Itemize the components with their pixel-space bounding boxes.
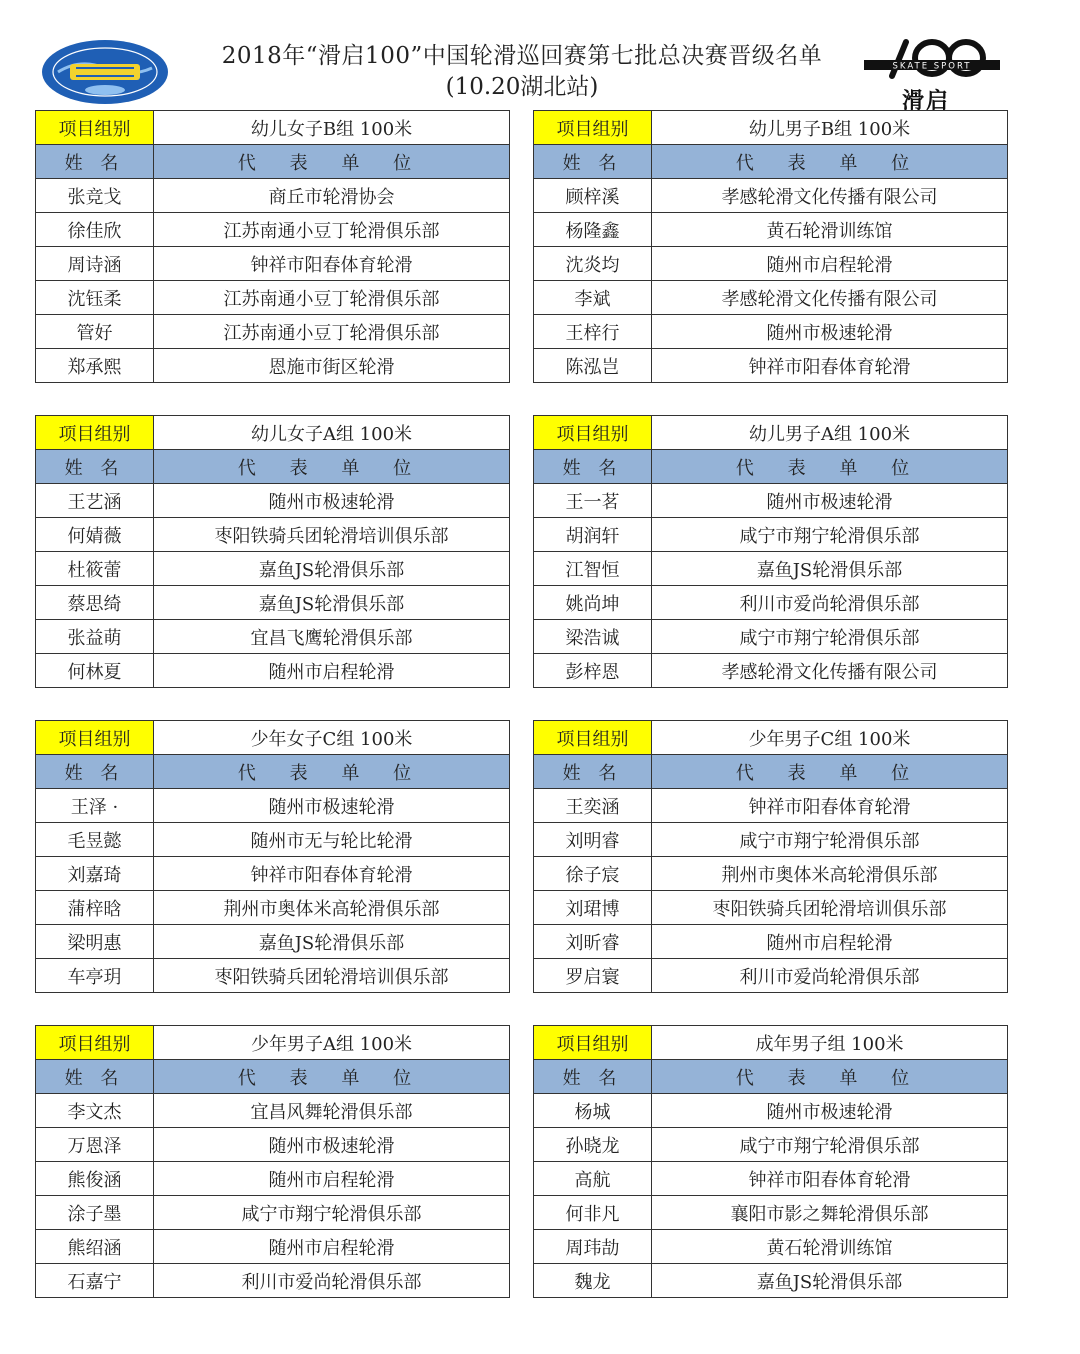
athlete-unit: 孝感轮滑文化传播有限公司 bbox=[652, 654, 1008, 688]
table-row bbox=[36, 1162, 510, 1196]
athlete-unit: 随州市极速轮滑 bbox=[154, 484, 510, 518]
athlete-name: 王泽 · bbox=[36, 789, 154, 823]
table-row bbox=[534, 586, 1008, 620]
column-header-row bbox=[36, 450, 510, 484]
name-column-header: 姓 名 bbox=[534, 1060, 652, 1094]
athlete-name: 郑承熙 bbox=[36, 349, 154, 383]
athlete-unit: 咸宁市翔宁轮滑俱乐部 bbox=[154, 1196, 510, 1230]
athlete-unit: 利川市爱尚轮滑俱乐部 bbox=[652, 586, 1008, 620]
group-title: 幼儿女子B组 100米 bbox=[154, 111, 510, 145]
title-subtitle: (10.20湖北站) bbox=[445, 74, 599, 100]
unit-column-header: 代 表 单 位 bbox=[652, 145, 1008, 179]
athlete-name: 李文杰 bbox=[36, 1094, 154, 1128]
athlete-unit: 襄阳市影之舞轮滑俱乐部 bbox=[652, 1196, 1008, 1230]
result-table bbox=[533, 720, 1008, 993]
table-row bbox=[36, 349, 510, 383]
group-label: 项目组别 bbox=[36, 721, 154, 755]
athlete-name: 梁明惠 bbox=[36, 925, 154, 959]
athlete-name: 万恩泽 bbox=[36, 1128, 154, 1162]
athlete-name: 熊绍涵 bbox=[36, 1230, 154, 1264]
athlete-unit: 咸宁市翔宁轮滑俱乐部 bbox=[652, 518, 1008, 552]
table-row bbox=[534, 857, 1008, 891]
result-table bbox=[35, 720, 510, 993]
athlete-name: 李斌 bbox=[534, 281, 652, 315]
athlete-name: 王一茗 bbox=[534, 484, 652, 518]
athlete-name: 杨城 bbox=[534, 1094, 652, 1128]
athlete-unit: 江苏南通小豆丁轮滑俱乐部 bbox=[154, 315, 510, 349]
column-header-row bbox=[534, 145, 1008, 179]
group-row bbox=[534, 111, 1008, 145]
group-label: 项目组别 bbox=[534, 721, 652, 755]
column-header-row bbox=[36, 1060, 510, 1094]
group-title: 幼儿男子A组 100米 bbox=[652, 416, 1008, 450]
unit-column-header: 代 表 单 位 bbox=[154, 755, 510, 789]
athlete-name: 何婧薇 bbox=[36, 518, 154, 552]
athlete-name: 刘昕睿 bbox=[534, 925, 652, 959]
table-row bbox=[36, 552, 510, 586]
group-label: 项目组别 bbox=[534, 1026, 652, 1060]
group-title: 幼儿女子A组 100米 bbox=[154, 416, 510, 450]
athlete-unit: 随州市启程轮滑 bbox=[652, 925, 1008, 959]
table-row bbox=[36, 925, 510, 959]
group-label: 项目组别 bbox=[534, 416, 652, 450]
table-row bbox=[534, 823, 1008, 857]
table-row bbox=[534, 179, 1008, 213]
athlete-unit: 江苏南通小豆丁轮滑俱乐部 bbox=[154, 213, 510, 247]
name-column-header: 姓 名 bbox=[534, 145, 652, 179]
athlete-name: 蒲梓晗 bbox=[36, 891, 154, 925]
group-row bbox=[36, 721, 510, 755]
table-row bbox=[36, 1094, 510, 1128]
table-row bbox=[534, 654, 1008, 688]
sponsor-logo-text: 滑启 bbox=[902, 89, 951, 114]
athlete-name: 毛昱懿 bbox=[36, 823, 154, 857]
athlete-name: 胡润轩 bbox=[534, 518, 652, 552]
group-row bbox=[534, 1026, 1008, 1060]
table-row bbox=[36, 1128, 510, 1162]
table-row bbox=[36, 315, 510, 349]
athlete-name: 张益萌 bbox=[36, 620, 154, 654]
table-row bbox=[534, 484, 1008, 518]
table-row bbox=[534, 1094, 1008, 1128]
table-row bbox=[36, 247, 510, 281]
athlete-name: 蔡思绮 bbox=[36, 586, 154, 620]
athlete-unit: 随州市极速轮滑 bbox=[154, 1128, 510, 1162]
athlete-unit: 随州市启程轮滑 bbox=[154, 1230, 510, 1264]
athlete-unit: 嘉鱼JS轮滑俱乐部 bbox=[154, 586, 510, 620]
athlete-unit: 随州市启程轮滑 bbox=[652, 247, 1008, 281]
athlete-name: 车亭玥 bbox=[36, 959, 154, 993]
athlete-unit: 黄石轮滑训练馆 bbox=[652, 213, 1008, 247]
athlete-name: 张竞戈 bbox=[36, 179, 154, 213]
athlete-name: 刘珺博 bbox=[534, 891, 652, 925]
table-row bbox=[36, 586, 510, 620]
column-header-row bbox=[534, 1060, 1008, 1094]
athlete-unit: 枣阳铁骑兵团轮滑培训俱乐部 bbox=[154, 959, 510, 993]
athlete-name: 梁浩诚 bbox=[534, 620, 652, 654]
group-row bbox=[534, 416, 1008, 450]
column-header-row bbox=[534, 450, 1008, 484]
unit-column-header: 代 表 单 位 bbox=[652, 1060, 1008, 1094]
unit-column-header: 代 表 单 位 bbox=[652, 755, 1008, 789]
athlete-name: 周玮劼 bbox=[534, 1230, 652, 1264]
table-row bbox=[36, 281, 510, 315]
result-table bbox=[35, 415, 510, 688]
athlete-unit: 嘉鱼JS轮滑俱乐部 bbox=[154, 925, 510, 959]
athlete-unit: 恩施市街区轮滑 bbox=[154, 349, 510, 383]
athlete-unit: 咸宁市翔宁轮滑俱乐部 bbox=[652, 620, 1008, 654]
unit-column-header: 代 表 单 位 bbox=[154, 1060, 510, 1094]
table-row bbox=[534, 1196, 1008, 1230]
athlete-unit: 枣阳铁骑兵团轮滑培训俱乐部 bbox=[154, 518, 510, 552]
group-title: 少年女子C组 100米 bbox=[154, 721, 510, 755]
table-row bbox=[534, 1128, 1008, 1162]
unit-column-header: 代 表 单 位 bbox=[652, 450, 1008, 484]
athlete-name: 王梓行 bbox=[534, 315, 652, 349]
sponsor-logo-icon bbox=[862, 36, 1002, 84]
unit-column-header: 代 表 单 位 bbox=[154, 145, 510, 179]
group-title: 少年男子C组 100米 bbox=[652, 721, 1008, 755]
athlete-name: 管好 bbox=[36, 315, 154, 349]
athlete-name: 高航 bbox=[534, 1162, 652, 1196]
athlete-unit: 随州市启程轮滑 bbox=[154, 1162, 510, 1196]
column-header-row bbox=[534, 755, 1008, 789]
table-row bbox=[36, 654, 510, 688]
group-row bbox=[36, 416, 510, 450]
athlete-name: 江智恒 bbox=[534, 552, 652, 586]
table-row bbox=[534, 552, 1008, 586]
name-column-header: 姓 名 bbox=[36, 1060, 154, 1094]
table-row bbox=[534, 789, 1008, 823]
athlete-unit: 荆州市奥体米高轮滑俱乐部 bbox=[652, 857, 1008, 891]
athlete-unit: 钟祥市阳春体育轮滑 bbox=[652, 789, 1008, 823]
document-header bbox=[0, 0, 1080, 114]
group-title: 少年男子A组 100米 bbox=[154, 1026, 510, 1060]
table-row bbox=[36, 484, 510, 518]
table-row bbox=[36, 1264, 510, 1298]
table-row bbox=[36, 823, 510, 857]
athlete-unit: 咸宁市翔宁轮滑俱乐部 bbox=[652, 1128, 1008, 1162]
athlete-name: 杜筱蕾 bbox=[36, 552, 154, 586]
athlete-unit: 随州市极速轮滑 bbox=[652, 484, 1008, 518]
athlete-name: 石嘉宁 bbox=[36, 1264, 154, 1298]
athlete-unit: 利川市爱尚轮滑俱乐部 bbox=[154, 1264, 510, 1298]
table-row bbox=[534, 620, 1008, 654]
name-column-header: 姓 名 bbox=[36, 145, 154, 179]
athlete-unit: 随州市启程轮滑 bbox=[154, 654, 510, 688]
athlete-unit: 嘉鱼JS轮滑俱乐部 bbox=[652, 552, 1008, 586]
table-row bbox=[36, 857, 510, 891]
athlete-name: 徐佳欣 bbox=[36, 213, 154, 247]
athlete-unit: 咸宁市翔宁轮滑俱乐部 bbox=[652, 823, 1008, 857]
table-row bbox=[36, 179, 510, 213]
table-row bbox=[36, 959, 510, 993]
athlete-unit: 随州市极速轮滑 bbox=[652, 315, 1008, 349]
athlete-name: 刘明睿 bbox=[534, 823, 652, 857]
athlete-unit: 孝感轮滑文化传播有限公司 bbox=[652, 281, 1008, 315]
group-title: 幼儿男子B组 100米 bbox=[652, 111, 1008, 145]
athlete-unit: 利川市爱尚轮滑俱乐部 bbox=[652, 959, 1008, 993]
table-row bbox=[534, 315, 1008, 349]
table-row bbox=[36, 1196, 510, 1230]
table-row bbox=[36, 891, 510, 925]
sponsor-logo-small-text: SKATE SPORT bbox=[892, 61, 972, 72]
table-row bbox=[534, 891, 1008, 925]
athlete-unit: 钟祥市阳春体育轮滑 bbox=[154, 857, 510, 891]
athlete-unit: 嘉鱼JS轮滑俱乐部 bbox=[154, 552, 510, 586]
athlete-unit: 钟祥市阳春体育轮滑 bbox=[652, 349, 1008, 383]
athlete-unit: 嘉鱼JS轮滑俱乐部 bbox=[652, 1264, 1008, 1298]
athlete-unit: 随州市无与轮比轮滑 bbox=[154, 823, 510, 857]
athlete-name: 何非凡 bbox=[534, 1196, 652, 1230]
athlete-unit: 宜昌飞鹰轮滑俱乐部 bbox=[154, 620, 510, 654]
athlete-name: 孙晓龙 bbox=[534, 1128, 652, 1162]
athlete-unit: 江苏南通小豆丁轮滑俱乐部 bbox=[154, 281, 510, 315]
athlete-name: 魏龙 bbox=[534, 1264, 652, 1298]
athlete-unit: 枣阳铁骑兵团轮滑培训俱乐部 bbox=[652, 891, 1008, 925]
athlete-name: 徐子宸 bbox=[534, 857, 652, 891]
athlete-unit: 随州市极速轮滑 bbox=[652, 1094, 1008, 1128]
athlete-unit: 商丘市轮滑协会 bbox=[154, 179, 510, 213]
athlete-unit: 钟祥市阳春体育轮滑 bbox=[652, 1162, 1008, 1196]
athlete-unit: 宜昌风舞轮滑俱乐部 bbox=[154, 1094, 510, 1128]
table-row bbox=[534, 213, 1008, 247]
group-label: 项目组别 bbox=[36, 1026, 154, 1060]
result-table bbox=[533, 415, 1008, 688]
athlete-unit: 钟祥市阳春体育轮滑 bbox=[154, 247, 510, 281]
athlete-name: 王艺涵 bbox=[36, 484, 154, 518]
athlete-name: 彭梓恩 bbox=[534, 654, 652, 688]
athlete-unit: 随州市极速轮滑 bbox=[154, 789, 510, 823]
table-row bbox=[36, 213, 510, 247]
group-title: 成年男子组 100米 bbox=[652, 1026, 1008, 1060]
name-column-header: 姓 名 bbox=[534, 755, 652, 789]
result-table bbox=[533, 1025, 1008, 1298]
athlete-unit: 荆州市奥体米高轮滑俱乐部 bbox=[154, 891, 510, 925]
group-row bbox=[36, 111, 510, 145]
column-header-row bbox=[36, 145, 510, 179]
table-row bbox=[534, 247, 1008, 281]
result-table bbox=[35, 110, 510, 383]
athlete-name: 顾梓溪 bbox=[534, 179, 652, 213]
group-label: 项目组别 bbox=[36, 416, 154, 450]
table-row bbox=[534, 281, 1008, 315]
athlete-name: 沈炎均 bbox=[534, 247, 652, 281]
association-logo-icon bbox=[40, 38, 170, 106]
table-row bbox=[36, 620, 510, 654]
group-row bbox=[534, 721, 1008, 755]
unit-column-header: 代 表 单 位 bbox=[154, 450, 510, 484]
table-row bbox=[36, 1230, 510, 1264]
athlete-name: 沈钰柔 bbox=[36, 281, 154, 315]
title-main: 2018年“滑启100”中国轮滑巡回赛第七批总决赛晋级名单 bbox=[221, 43, 823, 69]
result-table bbox=[533, 110, 1008, 383]
athlete-unit: 黄石轮滑训练馆 bbox=[652, 1230, 1008, 1264]
table-row bbox=[534, 959, 1008, 993]
table-row bbox=[534, 518, 1008, 552]
group-label: 项目组别 bbox=[36, 111, 154, 145]
sponsor-logo bbox=[862, 36, 1002, 114]
athlete-name: 罗启寰 bbox=[534, 959, 652, 993]
athlete-name: 杨隆鑫 bbox=[534, 213, 652, 247]
athlete-name: 涂子墨 bbox=[36, 1196, 154, 1230]
document-title bbox=[172, 40, 872, 102]
athlete-name: 陈泓岂 bbox=[534, 349, 652, 383]
column-header-row bbox=[36, 755, 510, 789]
athlete-name: 熊俊涵 bbox=[36, 1162, 154, 1196]
athlete-name: 周诗涵 bbox=[36, 247, 154, 281]
table-row bbox=[534, 1264, 1008, 1298]
group-label: 项目组别 bbox=[534, 111, 652, 145]
table-row bbox=[534, 1230, 1008, 1264]
table-row bbox=[36, 789, 510, 823]
athlete-name: 姚尚坤 bbox=[534, 586, 652, 620]
table-row bbox=[534, 1162, 1008, 1196]
name-column-header: 姓 名 bbox=[534, 450, 652, 484]
table-row bbox=[36, 518, 510, 552]
name-column-header: 姓 名 bbox=[36, 450, 154, 484]
athlete-name: 何林夏 bbox=[36, 654, 154, 688]
athlete-name: 刘嘉琦 bbox=[36, 857, 154, 891]
athlete-name: 王奕涵 bbox=[534, 789, 652, 823]
name-column-header: 姓 名 bbox=[36, 755, 154, 789]
group-row bbox=[36, 1026, 510, 1060]
athlete-unit: 孝感轮滑文化传播有限公司 bbox=[652, 179, 1008, 213]
result-table bbox=[35, 1025, 510, 1298]
table-row bbox=[534, 925, 1008, 959]
table-row bbox=[534, 349, 1008, 383]
